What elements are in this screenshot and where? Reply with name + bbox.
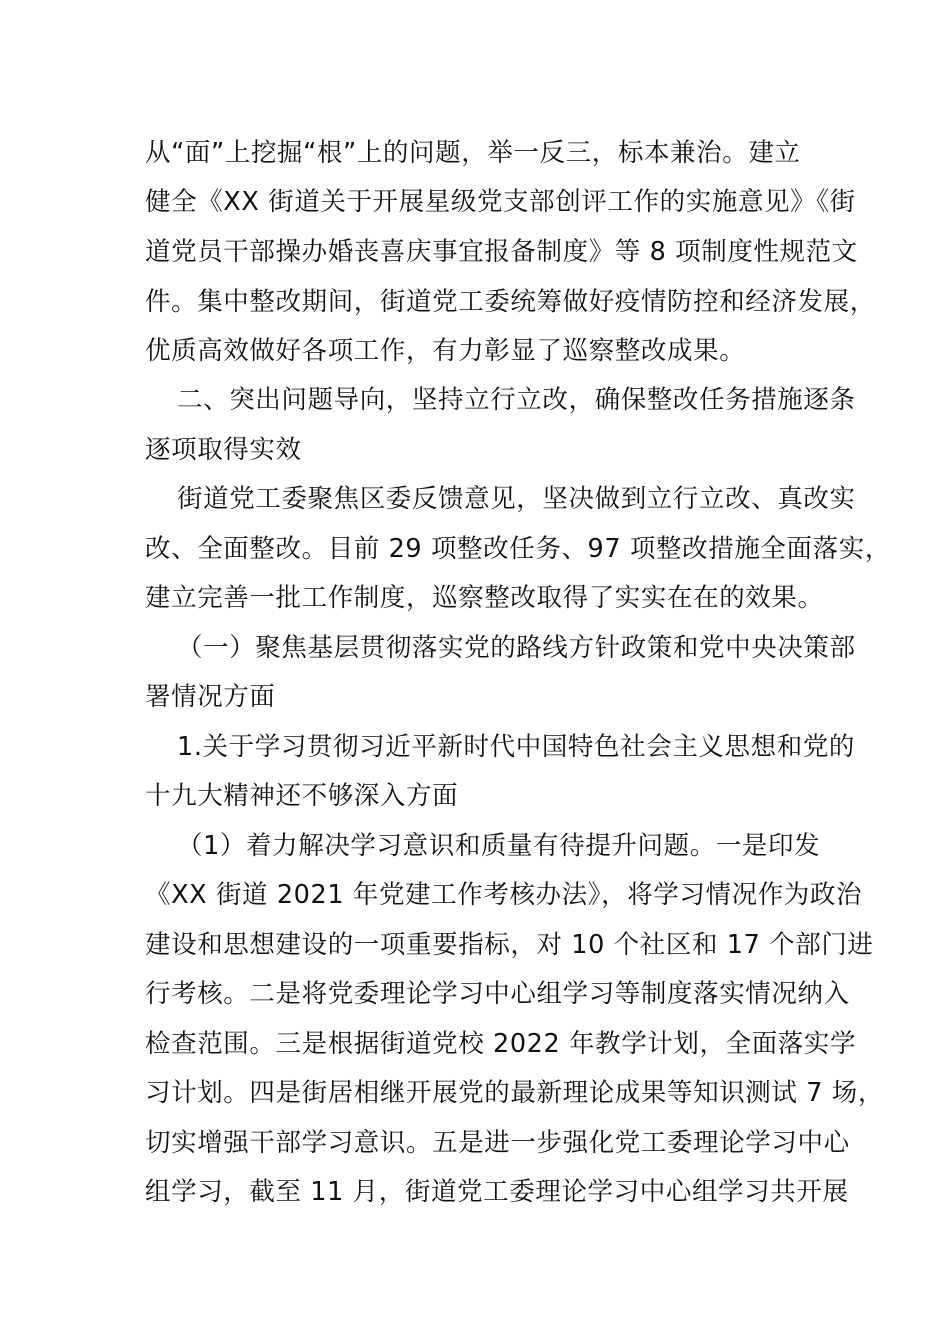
item-heading-continued: 十九大精神还不够深入方面 xyxy=(145,781,459,811)
text-line: 从“面”上挖掘“根”上的问题，举一反三，标本兼治。建立 xyxy=(145,138,801,168)
text-line: 道党员干部操办婚丧喜庆事宜报备制度》等 8 项制度性规范文 xyxy=(145,237,858,267)
text-line: 组学习，截至 11 月，街道党工委理论学习中心组学习共开展 xyxy=(145,1177,849,1207)
text-line: 优质高效做好各项工作，有力彰显了巡察整改成果。 xyxy=(145,336,746,366)
item-heading: 1.关于学习贯彻习近平新时代中国特色社会主义思想和党的 xyxy=(177,732,856,762)
text-line: 习计划。四是街居相继开展党的最新理论成果等知识测试 7 场， xyxy=(145,1078,884,1108)
text-line: 建设和思想建设的一项重要指标，对 10 个社区和 17 个部门进 xyxy=(145,930,874,960)
text-line: 街道党工委聚焦区委反馈意见，坚决做到立行立改、真改实 xyxy=(177,484,856,514)
text-line: 行考核。二是将党委理论学习中心组学习等制度落实情况纳入 xyxy=(145,979,850,1009)
text-line: 改、全面整改。目前 29 项整改任务、97 项整改措施全面落实， xyxy=(145,534,891,564)
text-line: 切实增强干部学习意识。五是进一步强化党工委理论学习中心 xyxy=(145,1128,850,1158)
text-line: （1）着力解决学习意识和质量有待提升问题。一是印发 xyxy=(177,831,821,861)
text-line: 健全《XX 街道关于开展星级党支部创评工作的实施意见》《街 xyxy=(145,187,856,217)
text-line: 建立完善一批工作制度，巡察整改取得了实实在在的效果。 xyxy=(145,583,824,613)
subsection-heading: （一）聚焦基层贯彻落实党的路线方针政策和党中央决策部 xyxy=(177,633,856,663)
subsection-heading-continued: 署情况方面 xyxy=(145,682,276,712)
section-heading-continued: 逐项取得实效 xyxy=(145,435,302,465)
text-line: 检查范围。三是根据街道党校 2022 年教学计划，全面落实学 xyxy=(145,1029,857,1059)
section-heading: 二、突出问题导向，坚持立行立改，确保整改任务措施逐条 xyxy=(177,385,856,415)
text-line: 《XX 街道 2021 年党建工作考核办法》，将学习情况作为政治 xyxy=(145,880,863,910)
text-line: 件。集中整改期间，街道党工委统筹做好疫情防控和经济发展， xyxy=(145,287,876,317)
